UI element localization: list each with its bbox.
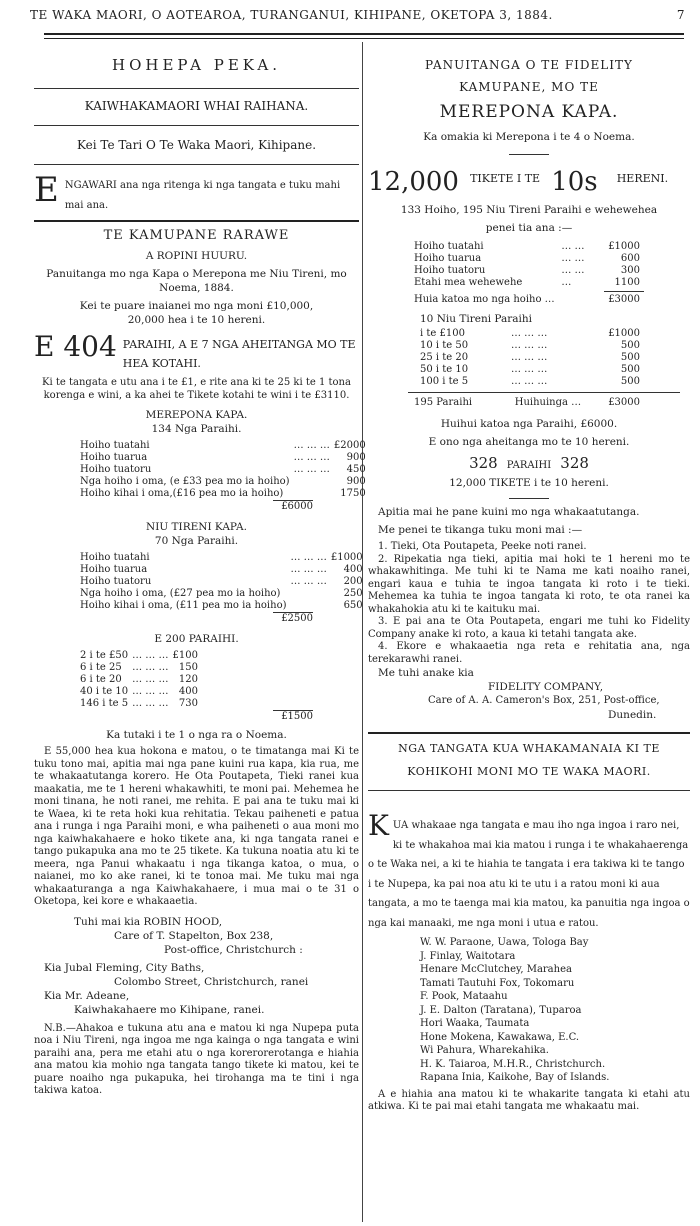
hohepa-title: HOHEPA PEKA. <box>112 56 281 74</box>
grand-total: Huihui katoa nga Paraihi, £6000. <box>440 418 618 430</box>
list-item: H. K. Taiaroa, M.H.R., Christchurch. <box>420 1058 606 1070</box>
page-header <box>30 8 685 22</box>
table-row: Nga hoiho i oma, (£27 pea mo ia hoiho) 250 <box>80 588 363 599</box>
tickets-2: 12,000 TIKETE i te 10 hereni. <box>449 477 609 489</box>
capital-line-1: Kei te puare inaianei mo nga moni £10,000, <box>79 300 314 312</box>
table-row: 2 i te £50 … … … £100 <box>80 650 198 661</box>
kia-1: Kia Jubal Fleming, City Baths, <box>44 961 205 974</box>
send-to: Tuhi mai kia ROBIN HOOD, <box>74 915 223 928</box>
address-2: Post-office, Christchurch : <box>164 943 303 956</box>
merepona-table <box>78 440 368 500</box>
merepona-total: £6000 <box>273 500 313 512</box>
list-item: W. W. Paraone, Uawa, Tologa Bay <box>420 937 589 948</box>
niu-total: £2500 <box>273 612 313 624</box>
table-row: 40 i te 10 … … … 400 <box>80 686 198 697</box>
agents-list <box>368 936 690 1085</box>
fidelity-head-1: PANUITANGA O TE FIDELITY <box>425 58 633 72</box>
prize-328-line: 328 PARAIHI 328 <box>469 454 589 472</box>
intro-para: E NGAWARI ana nga ritenga ki nga tangata e tuku mahi mai ana. <box>34 170 341 211</box>
table-row: 100 i te 5 … … … 500 <box>420 376 640 387</box>
horse-table <box>412 241 642 289</box>
step-2: 2. Ripekatia nga tieki, apitia mai hoki te 1 hereni mo te whakawhitinga. Me tuhi ki te Nama me kati noaiho ranei, engari kaua e tuhia te ingoa tangata ki roto i te tieki. Mehemea ka tuhia te ingoa tangata ki roto, te ota ranei ka whakahokia atu ki te kaituku mai. <box>368 553 690 615</box>
list-item: Tamati Tautuhi Fox, Tokomaru <box>420 977 575 989</box>
table-row: 10 i te 50 … … … 500 <box>420 340 640 351</box>
header-title: TE WAKA MAORI, O AOTEAROA, TURANGANUI, KIHIPANE, OKETOPA 3, 1884. <box>30 8 553 22</box>
e200-total: £1500 <box>273 710 313 722</box>
drop-cap-k: K <box>368 809 389 842</box>
niu-prize-table <box>418 328 642 388</box>
column-divider <box>362 42 363 1222</box>
apitia-line: Apitia mai he pane kuini mo nga whakaatutanga. <box>378 506 640 518</box>
address-1: Care of T. Stapelton, Box 238, <box>114 929 274 942</box>
company-name: FIDELITY COMPANY, <box>488 681 604 693</box>
step-1: 1. Tieki, Ota Poutapeta, Peeke noti ranei. <box>378 541 587 552</box>
company-address: Care of A. A. Cameron's Box, 251, Post-office, <box>428 695 660 706</box>
table-row: 6 i te 25 … … … 150 <box>80 662 198 673</box>
tickets-price: 10s <box>551 167 598 197</box>
divide-line-2: penei tia ana :— <box>485 222 573 234</box>
fidelity-head-2: KAMUPANE, MO TE <box>459 80 599 94</box>
table-row: Hoiho tuarua … … 600 <box>414 253 640 264</box>
nb-para: N.B.—Ahakoa e tukuna atu ana e matou ki nga Nupepa puta noa i Niu Tireni, nga ingoa me nga kainga o nga tangata e wini paraihi ana, pera me etahi atu o nga korerorerotanga e hiahia ana matou kia mohio nga tangata tango tikete ki matou, kei te puare noaiho nga pukapuka, hei tirohanga ma te tini i nga takiwa katoa. <box>34 1022 359 1096</box>
table-row: Etahi mea wehewehe … 1100 <box>414 277 640 288</box>
step-3: 3. E pai ana te Ota Poutapeta, engari me tuhi ko Fidelity Company anake ki roto, a kaua ki tetahi tangata ake. <box>368 616 690 640</box>
table-row: 50 i te 10 … … … 500 <box>420 364 640 375</box>
table-row: Hoiho kihai i oma, (£11 pea mo ia hoiho) 650 <box>80 600 363 611</box>
agents-intro: K UA whakaae nga tangata e mau iho nga ingoa i raro nei, ki te whakahoa mai kia matou i runga i te whakahaerenga o te Waka nei, a ki te hiahia te tangata i era takiwa ki te tango i te Nupepa, ka pai noa atu ki te utu i a ratou moni ki aua tangata, a mo te taenga mai kia matou, ka panuitia nga ingoa o nga kai manaaki, me nga moni i utua e ratou. <box>368 809 690 929</box>
niu-head: 10 Niu Tireni Paraihi <box>420 313 533 325</box>
step-4: 4. Ekore e whakaaetia nga reta e rehitatia ana, nga terekarawhi ranei. <box>368 641 690 665</box>
tickets-line <box>368 167 690 197</box>
list-item: Rapana Inia, Kaikohe, Bay of Islands. <box>420 1072 610 1083</box>
company-city: Dunedin. <box>608 709 657 721</box>
table-row: Hoiho tuarua … … … 900 <box>80 452 366 463</box>
page-number: 7 <box>676 8 685 22</box>
kia-2b: Kaiwhakahaere mo Kihipane, ranei. <box>74 1003 265 1016</box>
list-item: Hori Waaka, Taumata <box>420 1018 530 1029</box>
table-row: Hoiho tuatoru … … 300 <box>414 265 640 276</box>
table-row: 146 i te 5 … … … 730 <box>80 698 198 709</box>
header-rule <box>44 33 684 39</box>
agents-head-1: NGA TANGATA KUA WHAKAMANAIA KI TE <box>398 742 660 755</box>
office-line: Kei Te Tari O Te Waka Maori, Kihipane. <box>76 138 317 152</box>
fidelity-head-3: MEREPONA KAPA. <box>439 102 619 122</box>
agents-head-2: KOHIKOHI MONI MO TE WAKA MAORI. <box>407 765 651 778</box>
horse-total: Huia katoa mo nga hoiho … £3000 <box>414 294 640 305</box>
agent-name: A ROPINI HUURU. <box>145 250 248 262</box>
list-item: J. E. Dalton (Taratana), Tuparoa <box>420 1004 582 1016</box>
send-line: Me tuhi anake kia <box>378 667 474 679</box>
merepona-sub: 134 Nga Paraihi. <box>151 423 242 435</box>
list-item: J. Finlay, Waitotara <box>420 950 516 962</box>
final-para: A e hiahia ana matou ki te whakarite tangata ki etahi atu atkiwa. Ki te pai mai etahi tangata me whakaatu mai. <box>368 1088 690 1112</box>
list-item: F. Pook, Mataahu <box>420 991 508 1002</box>
divide-line-1: 133 Hoiho, 195 Niu Tireni Paraihi e wehewehea <box>400 204 658 216</box>
right-column <box>368 42 690 1114</box>
e200-table <box>78 650 200 710</box>
main-para: E 55,000 hea kua hokona e matou, o te timatanga mai Ki te tuku tono mai, apitia mai nga pane kuini rua kapa, kia rua, me te whakaatutanga korero. He Ota Poutapeta, Tieki ranei kua maakatia, me te 1 hereni whakawhiti, te moni pai. Mehemea he moni tinana, he noti ranei, me rehita. E pai ana te tuku mai ki te Waea, ki te reta hoki kua rehitatia. Tekau paiheneti e patua ana i runga i nga Paraihi moni, e wha paiheneti o aua moni mo nga kaiwhakahaere e hoko tikete ana, ki nga tangata ranei e tango pukapuka ana mo te 25 tikete. Ka tukuna noatia atu ki te meera, nga Panui whakaatu i nga tikanga katoa, o mua, o naianei, mo ko ake ranei, ki te tonoa mai. Me tuku mai nga whakaaturanga a nga Kaiwhakahaere, i mua mai o te 31 o Oketopa, kei kore e whakaaetia. <box>34 746 359 907</box>
tickets-text: TIKETE I TE <box>470 172 541 185</box>
kia-1b: Colombo Street, Christchurch, ranei <box>114 975 309 988</box>
merepona-title: MEREPONA KAPA. <box>145 409 248 421</box>
list-item: Hone Mokena, Kawakawa, E.C. <box>420 1031 580 1043</box>
table-row: 6 i te 20 … … … 120 <box>80 674 198 685</box>
list-item: Wi Pahura, Wharekahika. <box>420 1045 549 1056</box>
table-row: Hoiho tuatahi … … £1000 <box>414 241 640 252</box>
chance-para: Ki te tangata e utu ana i te £1, e rite ana ki te 25 ki te 1 tona korenga e wini, a ka ahei te Tikete kotahi te wini i te £3110. <box>42 377 351 401</box>
translator-subtitle: KAIWHAKAMAORI WHAI RAIHANA. <box>84 99 309 113</box>
drop-cap: E <box>34 170 59 210</box>
table-row: i te £100 … … … £1000 <box>420 328 640 339</box>
howto-line: Me penei te tikanga tuku moni mai :— <box>378 524 583 536</box>
e200-title: E 200 PARAIHI. <box>154 633 239 645</box>
tickets-unit: HERENI. <box>616 172 669 185</box>
tickets-count: 12,000 <box>368 167 459 197</box>
prize-count: E 404 <box>34 330 117 363</box>
table-row: Hoiho tuarua … … … 400 <box>80 564 363 575</box>
niu-prize-total: 195 Paraihi Huihuinga … £3000 <box>414 397 640 408</box>
close-notice: Ka tutaki i te 1 o nga ra o Noema. <box>106 729 287 741</box>
table-row: Hoiho kihai i oma,(£16 pea mo ia hoiho) 1750 <box>80 488 366 499</box>
table-row: Hoiho tuatoru … … … 200 <box>80 576 363 587</box>
chances-line: E ono nga aheitanga mo te 10 hereni. <box>428 436 630 448</box>
table-row: Nga hoiho i oma, (e £33 pea mo ia hoiho) 900 <box>80 476 366 487</box>
prize-text: PARAIHI, A E 7 NGA AHEITANGA MO TE HEA KOTAHI. <box>122 338 356 370</box>
big-prize-line <box>34 330 359 371</box>
sweep-notice: Panuitanga mo nga Kapa o Merepona me Niu Tireni, mo Noema, 1884. <box>46 268 347 294</box>
table-row: Hoiho tuatahi … … … £1000 <box>80 552 363 563</box>
niu-sub: 70 Nga Paraihi. <box>154 535 239 547</box>
list-item: Henare McClutchey, Marahea <box>420 964 572 975</box>
capital-line-2: 20,000 hea i te 10 hereni. <box>127 314 266 326</box>
company-title: TE KAMUPANE RARAWE <box>103 228 290 243</box>
niu-table <box>78 552 365 612</box>
table-row: 25 i te 20 … … … 500 <box>420 352 640 363</box>
left-column <box>34 42 366 1098</box>
kia-2: Kia Mr. Adeane, <box>44 989 130 1002</box>
niu-title: NIU TIRENI KAPA. <box>146 521 247 533</box>
race-date: Ka omakia ki Merepona i te 4 o Noema. <box>423 131 635 143</box>
table-row: Hoiho tuatoru … … … 450 <box>80 464 366 475</box>
table-row: Hoiho tuatahi … … … £2000 <box>80 440 366 451</box>
